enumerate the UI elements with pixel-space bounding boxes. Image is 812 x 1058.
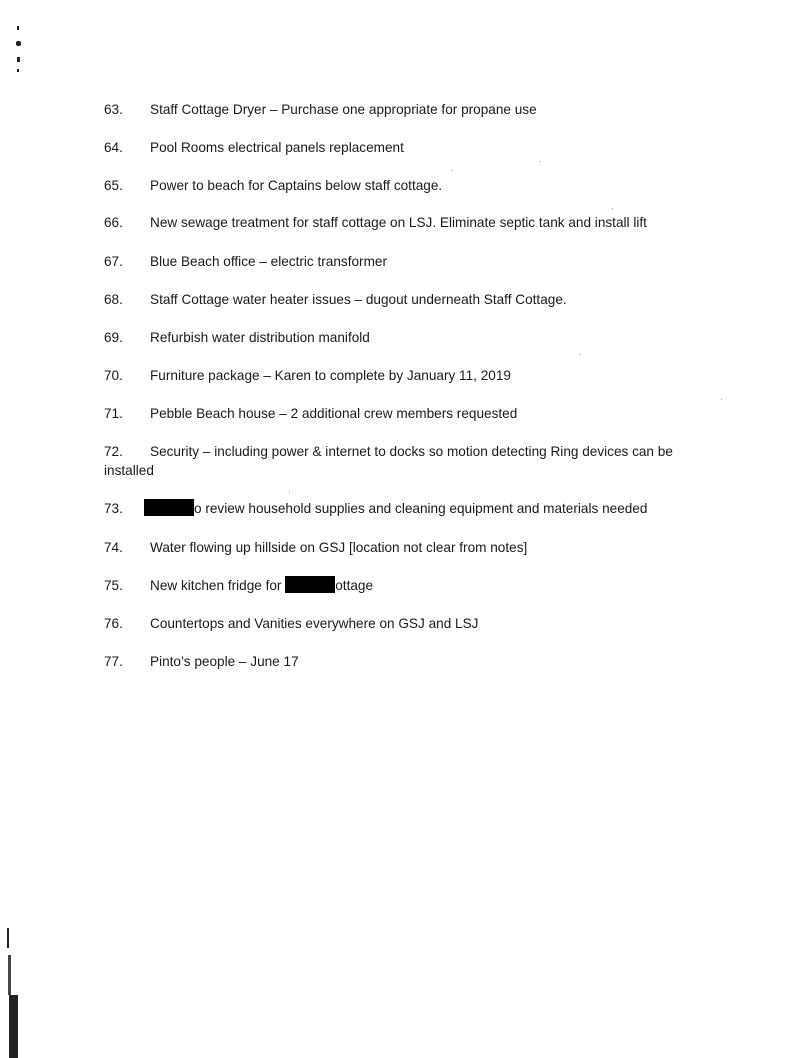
item-number: 64. [104, 140, 123, 155]
scan-speck [289, 491, 290, 492]
item-number: 76. [104, 616, 123, 631]
item-number: 65. [104, 178, 123, 193]
list-item [104, 100, 537, 119]
item-number: 77. [104, 654, 123, 669]
scan-artifact [17, 26, 19, 30]
item-text: Countertops and Vanities everywhere on GSJ and LSJ [150, 616, 479, 631]
item-number: 72. [104, 444, 123, 459]
item-text: Pinto’s people – June 17 [150, 654, 299, 669]
scan-speck [452, 170, 453, 171]
scan-edge-artifact [9, 995, 18, 1058]
scan-artifact [16, 41, 21, 46]
redaction-box [285, 576, 335, 593]
item-number: 74. [104, 540, 123, 555]
list-item [104, 404, 517, 423]
scan-edge-artifact [8, 955, 11, 995]
item-number: 63. [104, 102, 123, 117]
list-item [104, 328, 370, 347]
scan-speck [721, 399, 722, 400]
scan-artifact [17, 69, 19, 72]
item-text: Power to beach for Captains below staff cottage. [150, 178, 443, 193]
item-text: Staff Cottage water heater issues – dugout underneath Staff Cottage. [150, 292, 567, 307]
list-item [104, 138, 404, 157]
item-number: 75. [104, 578, 123, 593]
redaction-box [144, 499, 194, 516]
list-item [104, 252, 387, 271]
item-number: 71. [104, 406, 123, 421]
item-number: 69. [104, 330, 123, 345]
scan-speck [540, 161, 541, 162]
item-number: 66. [104, 215, 123, 230]
item-text: Security – including power & internet to docks so motion detecting Ring devices can be installed [104, 444, 673, 478]
list-item [104, 366, 511, 385]
item-number: 67. [104, 254, 123, 269]
item-text: o review household supplies and cleaning equipment and materials needed [194, 501, 648, 516]
item-text: New sewage treatment for staff cottage on LSJ. Eliminate septic tank and install lift [150, 215, 647, 230]
item-number: 70. [104, 368, 123, 383]
item-text: ottage [335, 578, 374, 593]
item-text: Refurbish water distribution manifold [150, 330, 370, 345]
item-text: Blue Beach office – electric transformer [150, 254, 387, 269]
list-item [104, 290, 567, 309]
list-item [104, 652, 299, 671]
list-item [104, 213, 647, 232]
item-text: Staff Cottage Dryer – Purchase one appropriate for propane use [150, 102, 537, 117]
list-item [104, 499, 647, 518]
list-item [104, 614, 478, 633]
scan-edge-artifact [7, 928, 9, 948]
scan-artifact [17, 57, 20, 62]
item-text: Pool Rooms electrical panels replacement [150, 140, 404, 155]
list-item [104, 576, 373, 595]
list-item [104, 442, 724, 480]
scan-speck [612, 208, 613, 209]
item-text: Water flowing up hillside on GSJ [location not clear from notes] [150, 540, 528, 555]
list-item [104, 538, 527, 557]
list-item [104, 176, 442, 195]
item-number: 68. [104, 292, 123, 307]
item-number: 73. [104, 501, 123, 516]
scan-speck [580, 354, 581, 355]
item-text: New kitchen fridge for [150, 578, 286, 593]
item-text: Furniture package – Karen to complete by January 11, 2019 [150, 368, 511, 383]
item-text: Pebble Beach house – 2 additional crew members requested [150, 406, 518, 421]
